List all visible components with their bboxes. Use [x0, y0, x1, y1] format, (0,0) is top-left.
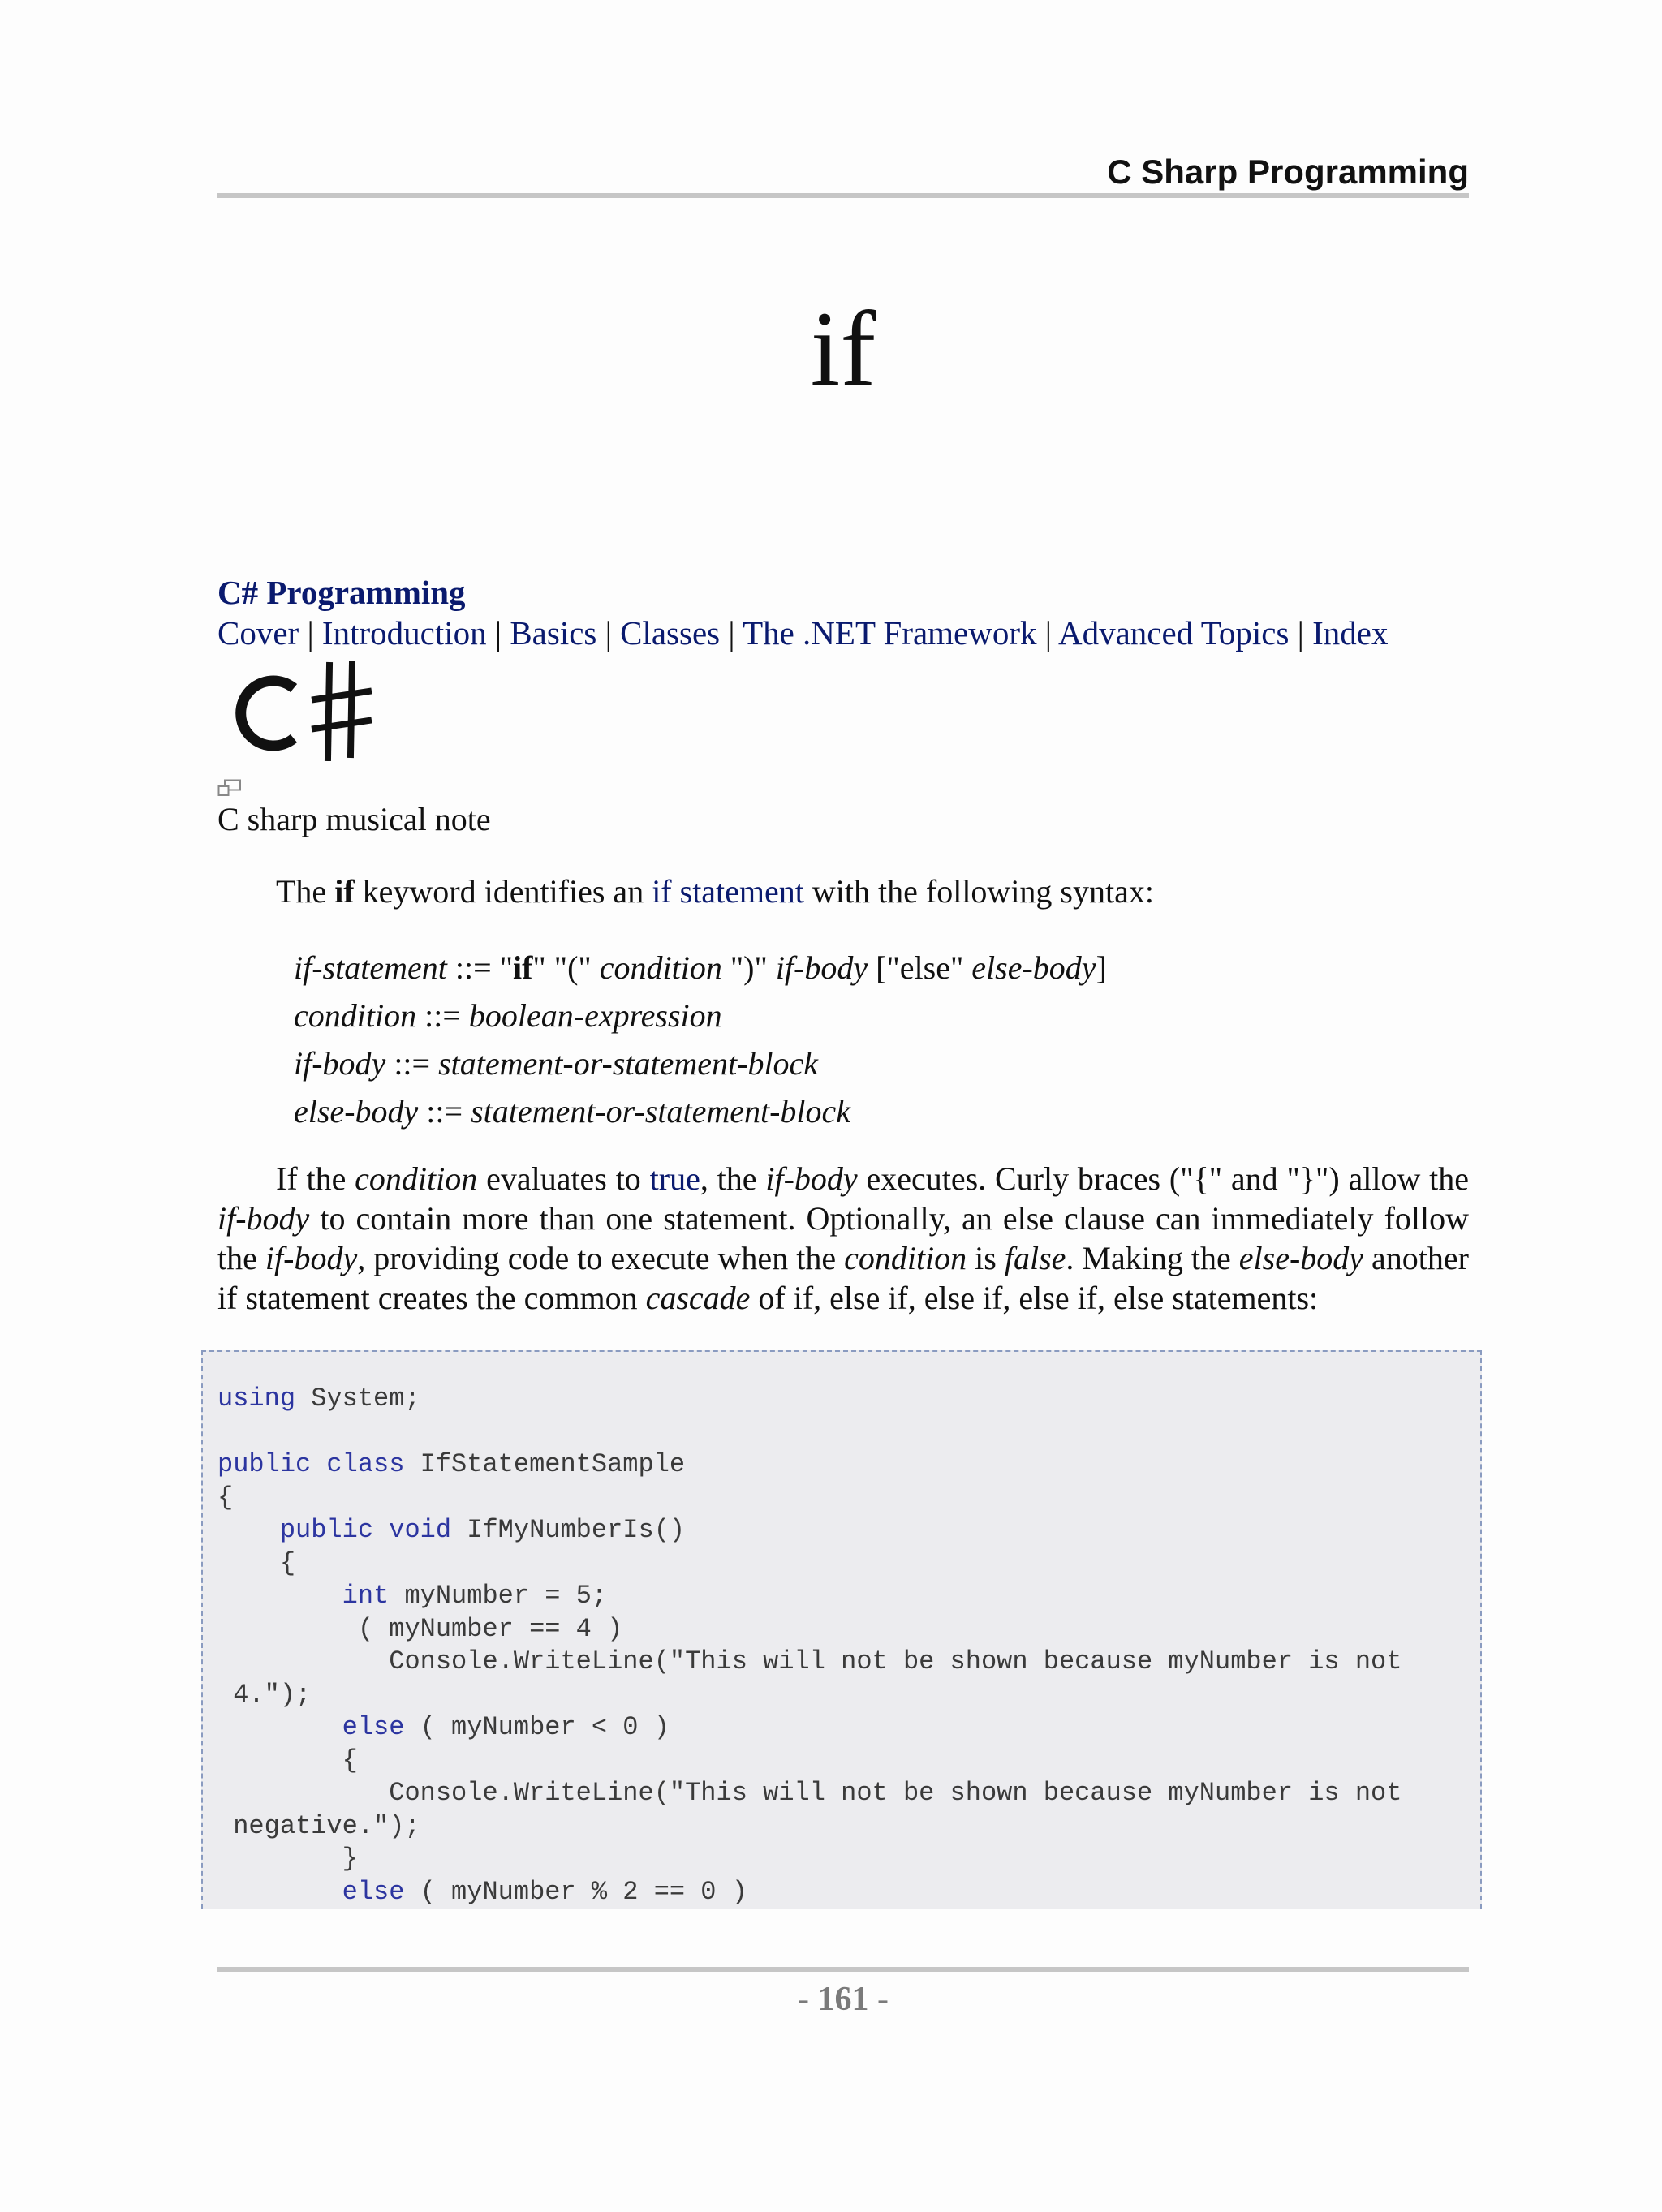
nav-link-introduction[interactable]: Introduction — [321, 614, 487, 652]
syntax-line-if-statement: if-statement ::= "if" "(" condition ")" if-body ["else" else-body] — [294, 949, 1107, 986]
syntax-line-condition: condition ::= boolean-expression — [294, 997, 722, 1034]
intro-text: keyword identifies an — [354, 873, 652, 910]
nav-link-basics[interactable]: Basics — [510, 614, 597, 652]
enlarge-icon[interactable] — [217, 779, 242, 797]
nav-link-dotnet-framework[interactable]: The .NET Framework — [743, 614, 1037, 652]
syntax-line-if-body: if-body ::= statement-or-statement-block — [294, 1045, 819, 1082]
intro-text: with the following syntax: — [803, 873, 1154, 910]
syntax-block — [294, 944, 1107, 1135]
description-paragraph: If the condition evaluates to true, the if-body executes. Curly braces ("{" and "}") allow the if-body to contain more than one statement. Optionally, an else clause can immediately follow the if-body, providing code to execute when the condition is false. Making the else-body another if statement creates the common cascade of if, else if, else if, else if, else statements: — [217, 1160, 1470, 1316]
chapter-title: if — [810, 289, 876, 408]
syntax-line-else-body: else-body ::= statement-or-statement-block — [294, 1093, 851, 1130]
code-sample-box — [201, 1350, 1482, 1909]
nav-separator: | — [486, 614, 510, 652]
page-number: - 161 - — [798, 1981, 889, 2018]
header-rule — [217, 193, 1469, 198]
nav-separator: | — [1036, 614, 1058, 652]
nav-separator: | — [596, 614, 621, 652]
if-statement-link[interactable]: if statement — [652, 873, 804, 910]
nav-link-classes[interactable]: Classes — [620, 614, 721, 652]
nav-link-cover[interactable]: Cover — [217, 614, 299, 652]
navigation-bar — [217, 613, 1389, 652]
intro-text: The — [276, 873, 335, 910]
intro-paragraph — [276, 871, 1154, 911]
nav-separator: | — [299, 614, 322, 652]
figure-caption: C sharp musical note — [217, 801, 491, 837]
nav-separator: | — [1289, 614, 1313, 652]
nav-link-index[interactable]: Index — [1312, 614, 1389, 652]
csharp-logo-image[interactable] — [216, 661, 390, 761]
footer-rule — [217, 1967, 1469, 1972]
if-keyword: if — [334, 873, 355, 910]
running-header: C Sharp Programming — [1107, 153, 1469, 191]
nav-separator: | — [720, 614, 743, 652]
book-title-link[interactable]: C# Programming — [217, 574, 466, 611]
code-listing: using System; public class IfStatementSample { public void IfMyNumberIs() { int myNumber = 5; ( myNumber == 4 ) Console.WriteLine("This will not be shown because myNumber is not 4."); else ( myNumber < 0 ) { Console.WriteLine("This will not be shown because myNumber is not negative."); } else ( myNumber % 2 == 0 ) — [217, 1384, 1402, 1907]
true-link[interactable]: true — [649, 1160, 700, 1197]
nav-link-advanced-topics[interactable]: Advanced Topics — [1057, 614, 1290, 652]
